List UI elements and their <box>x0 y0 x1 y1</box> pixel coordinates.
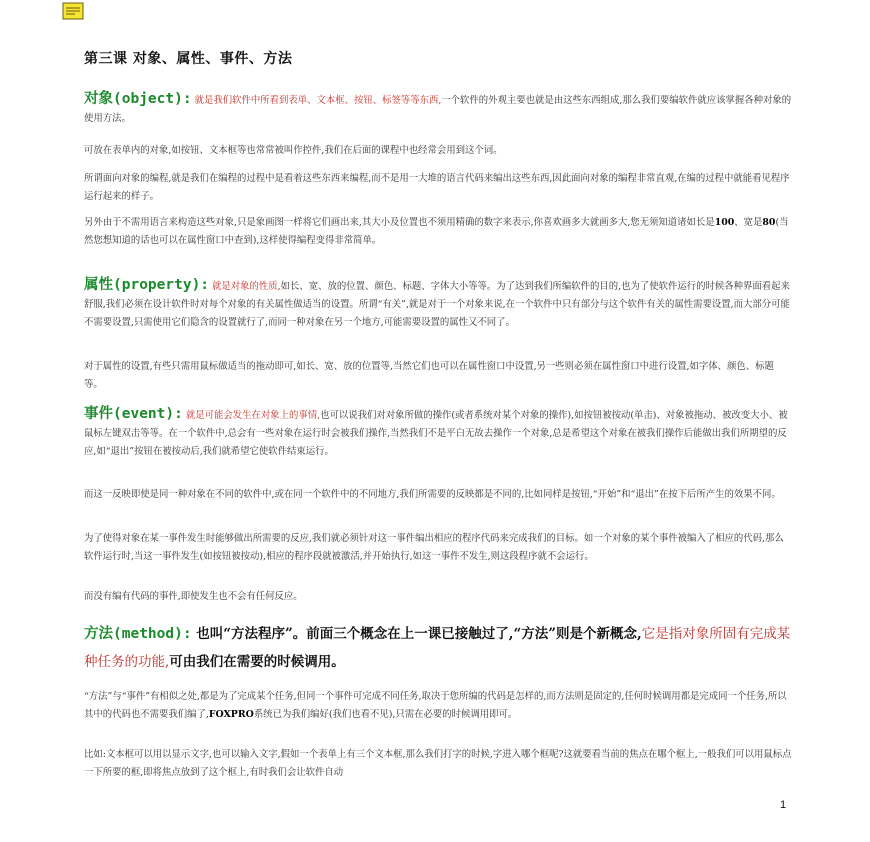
object-paragraph-2: 可放在表单内的对象,如按钮、文本框等也常常被叫作控件,我们在后面的课程中也经常会用到这个词。 <box>84 145 503 156</box>
event-definition-rest: 也可以说我们对对象所做的操作(或者系统对某个对象的操作),如按钮被按动(单击)、对象被拖动、被改变大小、被鼠标左键双击等等。在一个软件中,总会有一些对象在运行时会被我们操作,当然我们不是平白无故去操作一个对象,总是希望这个对象在被我们操作后能做出我们所期望的反应,如“退出”按钮在被按动后,我们就希望它使软件结束运行。 <box>84 410 788 457</box>
object-heading: 对象(object): <box>84 91 192 107</box>
property-paragraph-2: 对于属性的设置,有些只需用鼠标做适当的拖动即可,如长、宽、放的位置等,当然它们也可以在属性窗口中设置,另一些则必须在属性窗口中进行设置,如字体、颜色、标题等。 <box>84 361 774 390</box>
page-title: 第三课 对象、属性、事件、方法 <box>84 51 293 67</box>
property-heading: 属性(property): <box>84 277 210 293</box>
object-p4-width: 80 <box>762 217 776 228</box>
object-definition: 就是我们软件中所看到表单、文本框、按钮、标签等等东西, <box>194 95 442 106</box>
method-p2-foxpro: FOXPRO <box>208 709 254 720</box>
object-definition-rest: 一个软件的外观主要也就是由这些东西组成,那么我们要编软件就应该掌握各种对象的使用方法。 <box>84 95 792 124</box>
event-paragraph-3: 为了使得对象在某一事件发生时能够做出所需要的反应,我们就必须针对这一事件编出相应的程序代码来完成我们的目标。如一个对象的某个事件被编入了相应的代码,那么软件运行时,当这一事件发生(如按钮被按动),相应的程序段就被激活,并开始执行,如这一事件不发生,则这段程序就不会运行。 <box>84 533 784 562</box>
object-p4-text-a: 另外由于不需用语言来构造这些对象,只是象画图一样将它们画出来,其大小及位置也不须用精确的数字来表示,你喜欢画多大就画多大,您无须知道诸如长是 <box>84 217 715 228</box>
property-definition: 就是对象的性质, <box>212 281 281 292</box>
object-paragraph <box>84 90 792 128</box>
method-p2-text-b: 系统已为我们编好(我们也看不见),只需在必要的时候调用即可。 <box>253 709 518 720</box>
method-intro: 也叫“方法程序”。前面三个概念在上一课已接触过了,“方法”则是个新概念, <box>196 626 642 642</box>
method-paragraph-3: 比如:文本框可以用以显示文字,也可以输入文字,假如一个表单上有三个文本框,那么我们打字的时候,字进入哪个框呢?这就要看当前的焦点在哪个框上,一般我们可以用鼠标点一下所要的框,即将焦点放到了这个框上,有时我们会让软件自动 <box>84 749 792 778</box>
event-heading: 事件(event): <box>84 406 183 422</box>
object-paragraph-4 <box>84 214 792 250</box>
method-paragraph <box>84 620 792 676</box>
method-definition-rest: 可由我们在需要的时候调用。 <box>169 654 345 670</box>
object-p4-text-b: 、宽是 <box>734 217 763 228</box>
event-paragraph <box>84 405 792 461</box>
object-p4-length: 100 <box>714 217 735 228</box>
method-definition: 它是指对象所固有完成某种任务的功能, <box>84 626 791 670</box>
page-number: 1 <box>780 799 787 811</box>
property-definition-rest: 如长、宽、放的位置、颜色、标题、字体大小等等。为了达到我们所编软件的目的,也为了使软件运行的时候各种界面看起来舒服,我们必须在设计软件时对每个对象的有关属性做适当的设置。所谓“有关”,就是对于一个对象来说,在一个软件中只有部分与这个软件有关的属性需要设置,而大部分可能不需要设置,只需使用它们隐含的设置就行了,而同一种对象在另一个地方,可能需要设置的属性又不同了。 <box>84 281 790 328</box>
event-definition: 就是可能会发生在对象上的事情, <box>185 410 321 421</box>
object-p4-text-c: (当然您想知道的话也可以在属性窗口中查到),这样使得编程变得非常简单。 <box>84 217 789 246</box>
method-paragraph-2 <box>84 688 792 724</box>
object-paragraph-3: 所谓面向对象的编程,就是我们在编程的过程中是看着这些东西来编程,而不是用一大堆的语言代码来编出这些东西,因此面向对象的编程非常直观,在编的过程中就能看见程序运行起来的样子。 <box>84 173 790 202</box>
event-paragraph-2: 而这一反映即使是同一种对象在不同的软件中,或在同一个软件中的不同地方,我们所需要的反映都是不同的,比如同样是按钮,“开始”和“退出”在按下后所产生的效果不同。 <box>84 489 781 500</box>
note-icon[interactable] <box>62 2 84 20</box>
property-paragraph <box>84 276 792 332</box>
event-paragraph-4: 而没有编有代码的事件,即使发生也不会有任何反应。 <box>84 591 303 602</box>
method-heading: 方法(method): <box>84 626 192 642</box>
method-p2-text-a: “方法”与“事件”有相似之处,都是为了完成某个任务,但同一个事件可完成不同任务,取决于您所编的代码是怎样的,而方法则是固定的,任何时候调用都是完成同一个任务,所以其中的代码也不需要我们编了, <box>84 691 787 720</box>
